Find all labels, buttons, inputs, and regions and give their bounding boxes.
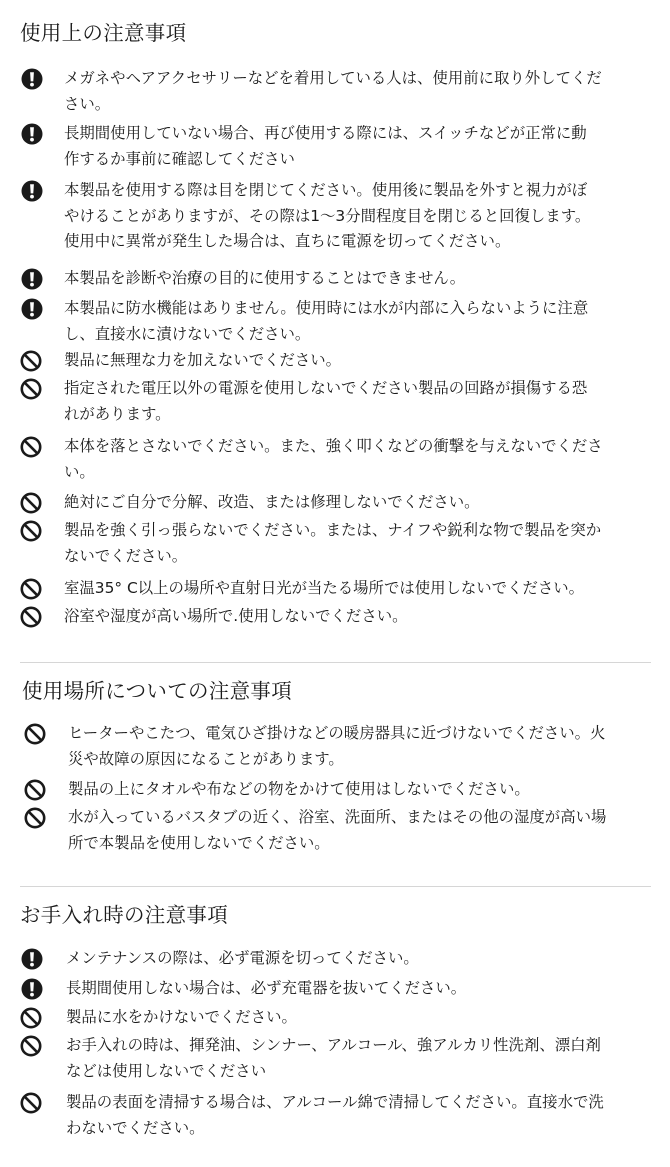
caution-text: メンテナンスの際は、必ず電源を切ってください。 bbox=[66, 949, 419, 967]
caution-text: 長期間使用していない場合、再び使用する際には、スイッチなどが正常に動 作するか事前に確認してください bbox=[64, 124, 587, 168]
caution-text: 製品を強く引っ張らないでください。または、ナイフや鋭利な物で製品を突か ないでください。 bbox=[64, 521, 602, 565]
exclamation-icon bbox=[21, 948, 43, 970]
exclamation-icon bbox=[21, 268, 43, 290]
caution-text: 本体を落とさないでください。また、強く叩くなどの衝撃を与えないでくださ い。 bbox=[64, 437, 603, 481]
section-divider bbox=[20, 886, 651, 887]
prohibited-icon bbox=[20, 1007, 42, 1029]
caution-text: お手入れの時は、揮発油、シンナー、アルコール、強アルカリ性洗剤、漂白剤 などは使用しないでください bbox=[66, 1036, 601, 1080]
caution-text: 製品に水をかけないでください。 bbox=[66, 1008, 297, 1026]
section-title-usage: 使用上の注意事項 bbox=[20, 21, 187, 45]
caution-text: ヒーターやこたつ、電気ひざ掛けなどの暖房器具に近づけないでください。火 災や故障の原因になることがあります。 bbox=[68, 724, 606, 768]
prohibited-icon bbox=[20, 350, 42, 372]
exclamation-icon bbox=[21, 123, 43, 145]
caution-text: 指定された電圧以外の電源を使用しないでください製品の回路が損傷する恐 れがあります。 bbox=[64, 379, 588, 423]
caution-text: 本製品を使用する際は目を閉じてください。使用後に製品を外すと視力がぼ やけることがありますが、その際は1〜3分間程度目を閉じると回復します。 使用中に異常が発生した場合は、直ちに電源を切ってください。 bbox=[64, 181, 591, 250]
prohibited-icon bbox=[20, 492, 42, 514]
caution-text: 室温35° C以上の場所や直射日光が当たる場所では使用しないでください。 bbox=[64, 579, 585, 597]
caution-text: 本製品を診断や治療の目的に使用することはできません。 bbox=[64, 269, 466, 287]
prohibited-icon bbox=[20, 378, 42, 400]
prohibited-icon bbox=[20, 578, 42, 600]
prohibited-icon bbox=[20, 520, 42, 542]
caution-text: 製品の表面を清掃する場合は、アルコール綿で清掃してください。直接水で洗 わないでください。 bbox=[66, 1093, 604, 1137]
prohibited-icon bbox=[24, 779, 46, 801]
exclamation-icon bbox=[21, 180, 43, 202]
section-title-maintenance: お手入れ時の注意事項 bbox=[20, 903, 228, 927]
exclamation-icon bbox=[21, 978, 43, 1000]
caution-text: 本製品に防水機能はありません。使用時には水が内部に入らないように注意 し、直接水に漬けないでください。 bbox=[64, 299, 589, 343]
prohibited-icon bbox=[24, 723, 46, 745]
prohibited-icon bbox=[24, 807, 46, 829]
caution-text: 浴室や湿度が高い場所で.使用しないでください。 bbox=[64, 607, 408, 625]
exclamation-icon bbox=[21, 68, 43, 90]
prohibited-icon bbox=[20, 606, 42, 628]
caution-text: 製品に無理な力を加えないでください。 bbox=[64, 351, 342, 369]
prohibited-icon bbox=[20, 1035, 42, 1057]
caution-text: 長期間使用しない場合は、必ず充電器を抜いてください。 bbox=[66, 979, 467, 997]
prohibited-icon bbox=[20, 436, 42, 458]
caution-text: 製品の上にタオルや布などの物をかけて使用はしないでください。 bbox=[68, 780, 530, 798]
caution-text: メガネやヘアアクセサリーなどを着用している人は、使用前に取り外してくだ さい。 bbox=[64, 69, 602, 113]
exclamation-icon bbox=[21, 298, 43, 320]
caution-text: 絶対にご自分で分解、改造、または修理しないでください。 bbox=[64, 493, 480, 511]
prohibited-icon bbox=[20, 1092, 42, 1114]
caution-text: 水が入っているバスタブの近く、浴室、洗面所、またはその他の湿度が高い場 所で本製品を使用しないでください。 bbox=[68, 808, 607, 852]
section-divider bbox=[20, 662, 651, 663]
section-title-location: 使用場所についての注意事項 bbox=[22, 679, 292, 703]
